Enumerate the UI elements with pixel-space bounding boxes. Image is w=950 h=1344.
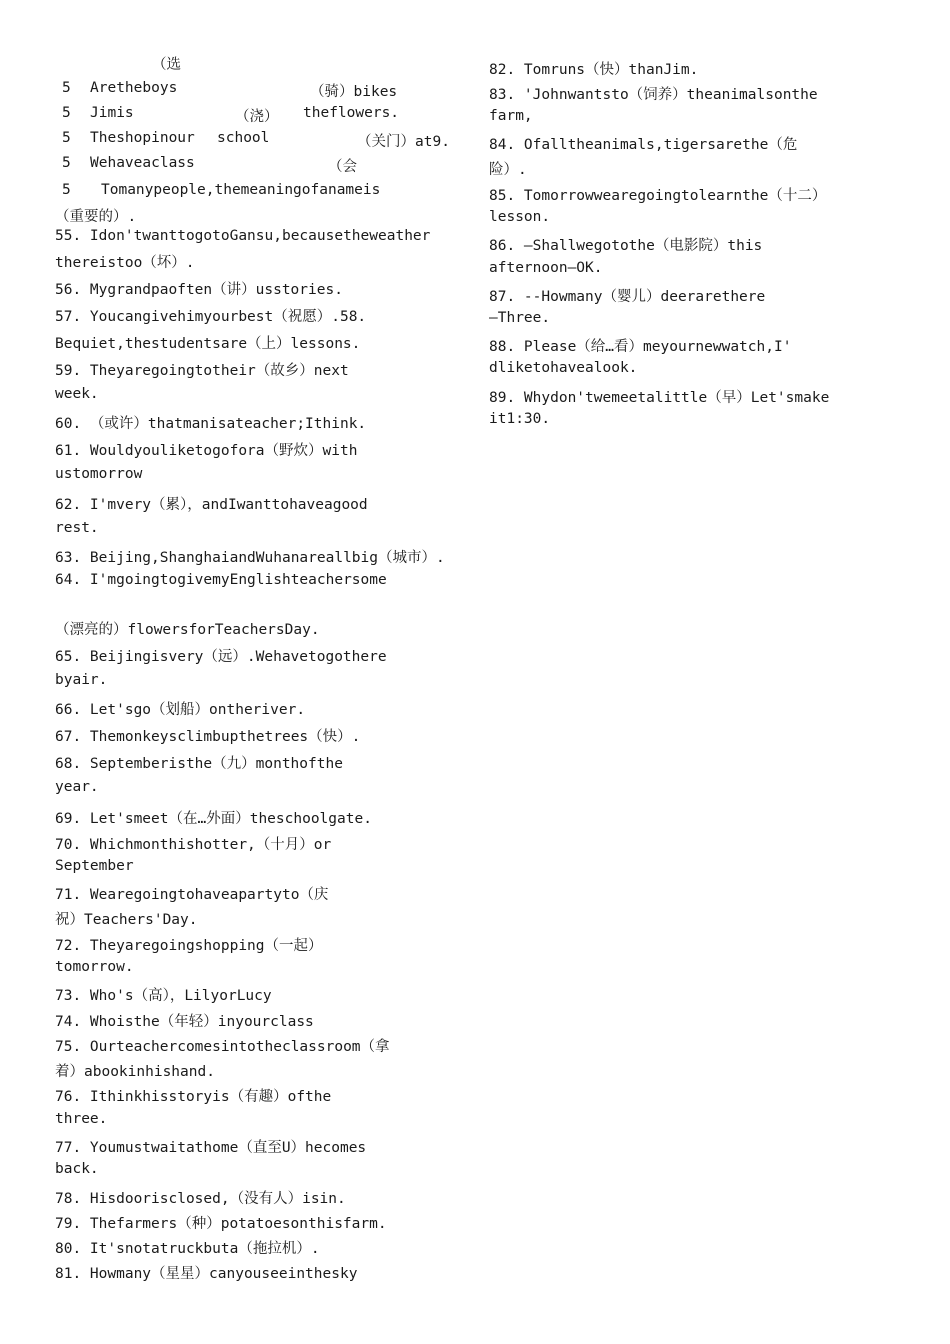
- question-line: 62. I'mvery（累），andIwanttohaveagood: [55, 497, 368, 513]
- question-line: 56. Mygrandpaoften（讲）usstories.: [55, 282, 343, 298]
- question-line: 66. Let'sgo（划船）ontheriver.: [55, 702, 306, 718]
- question-line: 78. Hisdoorisclosed,（没有人）isin.: [55, 1191, 346, 1207]
- question-line: year.: [55, 779, 99, 795]
- frag-text: Jimis: [90, 105, 134, 121]
- question-line: 67. Themonkeysclimbupthetrees（快）.: [55, 729, 361, 745]
- frag-text: （关门）at9.: [357, 134, 450, 150]
- question-line: 84. Ofalltheanimals,tigersarethe（危: [489, 137, 798, 153]
- question-line: thereistoo（坏）.: [55, 255, 195, 271]
- question-line: 73. Who's（高），LilyorLucy: [55, 988, 272, 1004]
- question-line: 79. Thefarmers（种）potatoesonthisfarm.: [55, 1216, 387, 1232]
- question-line: dliketohavealook.: [489, 360, 638, 376]
- frag-text: （骑）bikes: [310, 84, 398, 100]
- row-number: 5: [62, 105, 71, 121]
- row-number: 5: [62, 182, 71, 198]
- question-line: 57. Youcangivehimyourbest（祝愿）.58.: [55, 309, 367, 325]
- question-line: farm,: [489, 108, 533, 124]
- question-line: 89. Whydon'twemeetalittle（早）Let'smake: [489, 390, 830, 406]
- question-line: 70. Whichmonthishotter,（十月）or: [55, 837, 332, 853]
- question-line: 85. Tomorrowwearegoingtolearnthe（十二）: [489, 188, 827, 204]
- question-line: 75. Ourteachercomesintotheclassroom（拿: [55, 1039, 390, 1055]
- question-line: 86. —Shallwegotothe（电影院）this: [489, 238, 763, 254]
- question-line: 祝）Teachers'Day.: [55, 912, 198, 928]
- question-line: 55. Idon'twanttogotoGansu,becausetheweather: [55, 228, 431, 244]
- question-line: 61. Wouldyouliketogofora（野炊）with: [55, 443, 358, 459]
- question-line: 76. Ithinkhisstoryis（有趣）ofthe: [55, 1089, 332, 1105]
- frag-text: theflowers.: [303, 105, 400, 121]
- question-line: 着）abookinhishand.: [55, 1064, 215, 1080]
- question-line: 72. Theyaregoingshopping（一起）: [55, 938, 323, 954]
- question-line: 88. Please（给…看）meyournewwatch,I': [489, 339, 792, 355]
- frag-text: （会: [328, 159, 357, 175]
- question-line: 71. Wearegoingtohaveapartyto（庆: [55, 887, 329, 903]
- question-line: 59. Theyaregoingtotheir（故乡）next: [55, 363, 349, 379]
- question-line: 77. Youmustwaitathome（直至U）hecomes: [55, 1140, 367, 1156]
- question-line: afternoon—OK.: [489, 260, 603, 276]
- question-line: 68. Septemberisthe（九）monthofthe: [55, 756, 343, 772]
- frag-text: Aretheboys: [90, 80, 178, 96]
- question-line: 69. Let'smeet（在…外面）theschoolgate.: [55, 811, 372, 827]
- question-line: ustomorrow: [55, 466, 143, 482]
- question-line: three.: [55, 1111, 108, 1127]
- question-line: 81. Howmany（星星）canyouseeinthesky: [55, 1266, 358, 1282]
- frag-select: （选: [152, 57, 181, 73]
- question-line: lesson.: [489, 209, 551, 225]
- frag-text: Theshopinour: [90, 130, 195, 146]
- frag-text: school: [217, 130, 270, 146]
- row-number: 5: [62, 130, 71, 146]
- row-number: 5: [62, 155, 71, 171]
- question-line: 65. Beijingisvery（远）.Wehavetogothere: [55, 649, 387, 665]
- question-line: 64. I'mgoingtogivemyEnglishteachersome: [55, 572, 387, 588]
- question-line: 险）.: [489, 162, 527, 178]
- question-line: 87. --Howmany（婴儿）deerarethere: [489, 289, 766, 305]
- question-line: September: [55, 858, 134, 874]
- question-line: 82. Tomruns（快）thanJim.: [489, 62, 699, 78]
- question-line: —Three.: [489, 310, 551, 326]
- frag-text: Tomanypeople,themeaningofanameis: [101, 182, 381, 198]
- question-line: rest.: [55, 520, 99, 536]
- question-line: 60. （或许）thatmanisateacher;Ithink.: [55, 416, 367, 432]
- question-line: 63. Beijing,ShanghaiandWuhanareallbig（城市）.: [55, 550, 445, 566]
- question-line: it1:30.: [489, 411, 551, 427]
- question-line: Bequiet,thestudentsare（上）lessons.: [55, 336, 361, 352]
- question-line: 74. Whoisthe（年轻）inyourclass: [55, 1014, 314, 1030]
- question-line: back.: [55, 1161, 99, 1177]
- frag-text: Wehaveaclass: [90, 155, 195, 171]
- question-line: 80. It'snotatruckbuta（拖拉机）.: [55, 1241, 320, 1257]
- row-number: 5: [62, 80, 71, 96]
- question-line: （重要的）.: [55, 209, 137, 225]
- frag-text: （浇）: [235, 109, 279, 125]
- question-line: byair.: [55, 672, 108, 688]
- question-line: week.: [55, 386, 99, 402]
- question-line: tomorrow.: [55, 959, 134, 975]
- question-line: （漂亮的）flowersforTeachersDay.: [55, 622, 320, 638]
- question-line: 83. 'Johnwantsto（饲养）theanimalsonthe: [489, 87, 818, 103]
